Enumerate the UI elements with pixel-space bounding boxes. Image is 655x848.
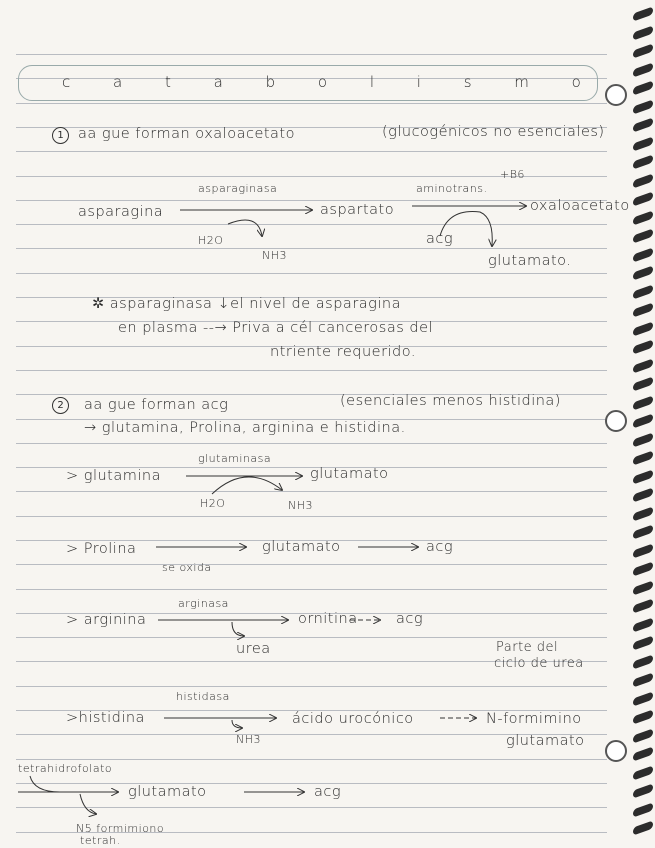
water-2: H2O — [200, 497, 226, 510]
label-arginina: > arginina — [66, 612, 147, 628]
spiral-coil — [633, 543, 653, 558]
product-oxaloacetato: oxaloacetato — [530, 198, 630, 214]
spiral-coil — [633, 524, 653, 539]
final-glutamato-5: glutamato — [506, 733, 585, 749]
spiral-coil — [633, 210, 653, 225]
spiral-coil — [633, 765, 653, 780]
spiral-coil — [633, 228, 653, 243]
section2-note: (esenciales menos histidina) — [340, 393, 561, 409]
enzyme-aminotrans: aminotrans. — [416, 182, 488, 195]
punch-hole-bottom — [605, 740, 627, 762]
product-urocanico: ácido urocónico — [292, 711, 414, 727]
spiral-coil — [633, 487, 653, 502]
spiral-coil — [633, 654, 653, 669]
remark-line2: en plasma --→ Priva a cél cancerosas del — [118, 320, 434, 336]
spiral-coil — [633, 580, 653, 595]
final-formimino: N-formimino — [486, 711, 582, 727]
final-acg-3: acg — [426, 539, 454, 555]
final-acg-4: acg — [396, 611, 424, 627]
spiral-coil — [633, 339, 653, 354]
spiral-coil — [633, 413, 653, 428]
side-ciclo-urea: ciclo de urea — [494, 656, 584, 671]
spiral-coil — [633, 598, 653, 613]
enzyme-asparaginasa: asparaginasa — [198, 182, 278, 195]
spiral-coil — [633, 469, 653, 484]
spiral-coil — [633, 302, 653, 317]
spiral-coil — [633, 395, 653, 410]
final-acg-6: acg — [314, 784, 342, 800]
nh3-1: NH3 — [262, 249, 287, 262]
section1-note: (glucogénicos no esenciales) — [382, 124, 605, 140]
urea: urea — [236, 641, 271, 657]
label-prolina: > Prolina — [66, 541, 137, 557]
section1-heading: aa gue forman oxaloacetato — [78, 126, 295, 142]
enzyme-arginasa: arginasa — [178, 597, 229, 610]
spiral-coil — [633, 635, 653, 650]
spiral-coil — [633, 802, 653, 817]
product-ornitina: ornitina — [298, 611, 358, 627]
spiral-coil — [633, 561, 653, 576]
spiral-coil — [633, 432, 653, 447]
spiral-coil — [633, 617, 653, 632]
glutamato-1: glutamato. — [488, 253, 572, 269]
spiral-coil — [633, 6, 653, 21]
water-1: H2O — [198, 234, 224, 247]
nh3-5: NH3 — [236, 733, 261, 746]
remark-line3: ntriente requerido. — [270, 344, 416, 360]
acg-1: acg — [426, 231, 454, 247]
spiral-coil — [633, 820, 653, 835]
note-se-oxida: se oxida — [162, 561, 212, 574]
label-glutamina: > glutamina — [66, 468, 161, 484]
side-tetrah: tetrah. — [80, 834, 121, 847]
cofactor-b6: +B6 — [500, 168, 525, 181]
substrate-asparagina: asparagina — [78, 204, 164, 220]
punch-hole-middle — [605, 410, 627, 432]
spiral-coil — [633, 247, 653, 262]
spiral-coil — [633, 321, 653, 336]
spiral-coil — [633, 62, 653, 77]
section2-list: → glutamina, Prolina, arginina e histidina. — [84, 420, 406, 436]
spiral-coil — [633, 117, 653, 132]
product-glutamato-3: glutamato — [262, 539, 341, 555]
spiral-coil — [633, 783, 653, 798]
spiral-coil — [633, 99, 653, 114]
spiral-coil — [633, 506, 653, 521]
spiral-coil — [633, 136, 653, 151]
spiral-coil — [633, 154, 653, 169]
spiral-coil — [633, 450, 653, 465]
spiral-coil — [633, 709, 653, 724]
section2-heading: aa gue forman acg — [84, 397, 229, 413]
spiral-coil — [633, 25, 653, 40]
spiral-coil — [633, 358, 653, 373]
side-n5-formimiono: N5 formimiono — [76, 822, 165, 835]
page-title: c a t a b o l i s m o — [62, 73, 600, 91]
spiral-coil — [633, 43, 653, 58]
product-aspartato: aspartato — [320, 202, 395, 218]
product-glutamato-2: glutamato — [310, 466, 389, 482]
spiral-coil — [633, 691, 653, 706]
section1-number: 1 — [52, 127, 69, 144]
spiral-coil — [633, 265, 653, 280]
spiral-coil — [633, 284, 653, 299]
spiral-coil — [633, 746, 653, 761]
label-histidina: >histidina — [66, 710, 145, 726]
spiral-coil — [633, 728, 653, 743]
spiral-coil — [633, 376, 653, 391]
product-glutamato-6: glutamato — [128, 784, 207, 800]
enzyme-glutaminasa: glutaminasa — [198, 452, 272, 465]
nh3-2: NH3 — [288, 499, 313, 512]
spiral-coil — [633, 672, 653, 687]
spiral-coil — [633, 191, 653, 206]
enzyme-histidasa: histidasa — [176, 690, 230, 703]
spiral-coil — [633, 173, 653, 188]
cofactor-tetrahidrofolato: tetrahidrofolato — [18, 762, 113, 775]
remark-line1: ✲ asparaginasa ↓el nivel de asparagina — [92, 296, 401, 312]
spiral-coil — [633, 80, 653, 95]
section2-number: 2 — [52, 397, 69, 414]
punch-hole-top — [605, 84, 627, 106]
side-parte-del: Parte del — [496, 640, 559, 655]
